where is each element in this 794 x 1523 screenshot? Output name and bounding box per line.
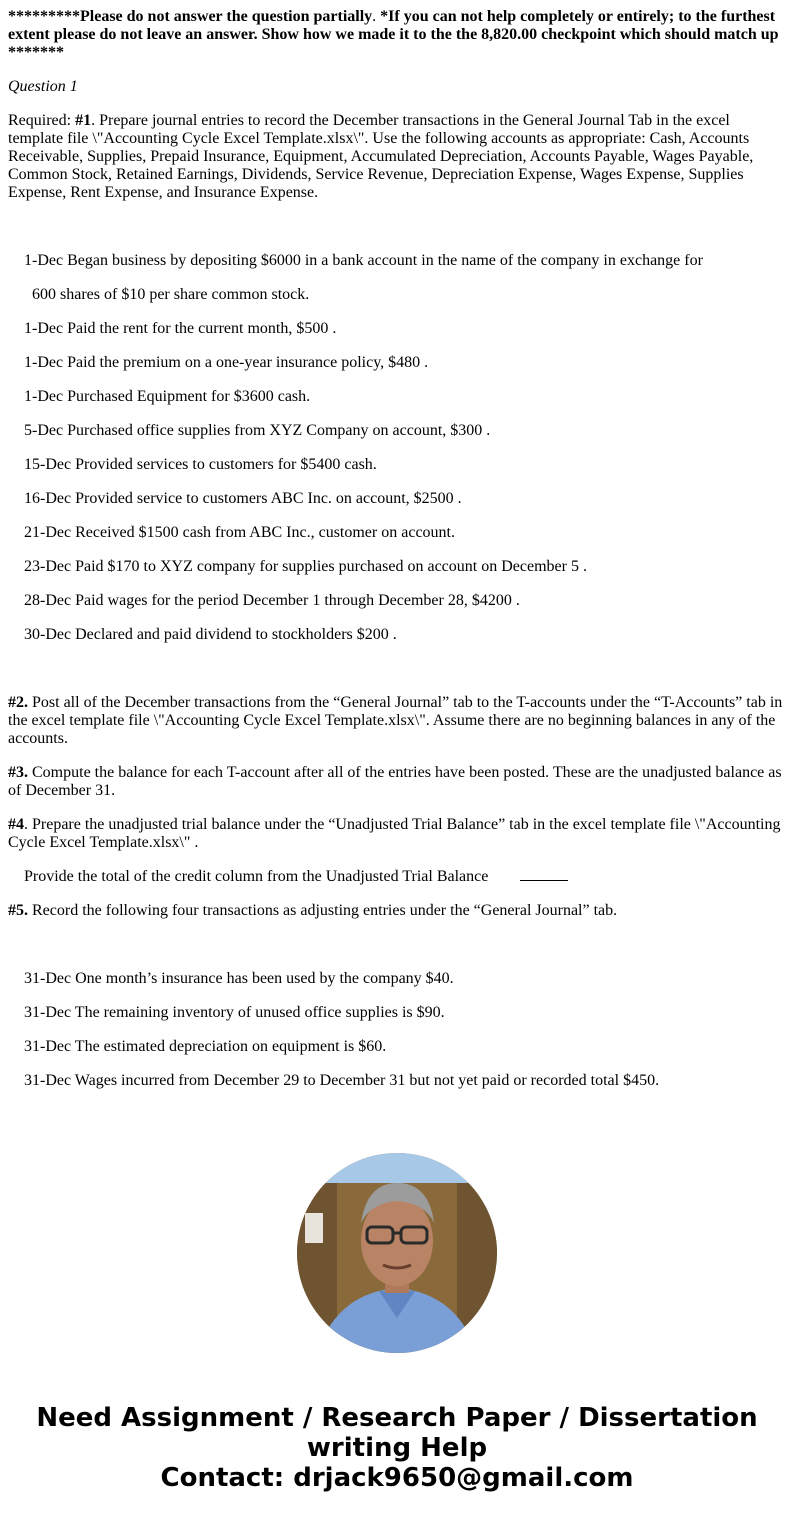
step-2-text: Post all of the December transactions from the “General Journal” tab to the T-accounts under the “T-Accounts” tab in the excel template file \"Accounting Cycle Excel Template.xlsx\". Assume there are no beginning balances in any of the accounts. bbox=[8, 694, 783, 747]
step-5-paragraph bbox=[8, 902, 786, 920]
avatar-portrait bbox=[297, 1153, 497, 1353]
step-4-num: #4 bbox=[8, 816, 24, 833]
provide-total-text: Provide the total of the credit column from the Unadjusted Trial Balance bbox=[24, 868, 489, 885]
transaction-line: 1-Dec Purchased Equipment for $3600 cash. bbox=[24, 388, 311, 405]
transaction-line: 600 shares of $10 per share common stock. bbox=[32, 286, 310, 303]
required-num: #1 bbox=[75, 112, 92, 129]
document-body bbox=[8, 8, 786, 1106]
spacer bbox=[8, 218, 786, 252]
required-paragraph bbox=[8, 112, 786, 202]
spacer bbox=[8, 936, 786, 970]
step-2-paragraph bbox=[8, 694, 786, 748]
transaction-line: 1-Dec Began business by depositing $6000 in a bank account in the name of the company in exchange for bbox=[24, 252, 703, 269]
header-bold-1: Please do not answer the question partially bbox=[80, 8, 373, 25]
question-title: Question 1 bbox=[8, 78, 78, 95]
adjustment-line: 31-Dec The remaining inventory of unused office supplies is $90. bbox=[24, 1004, 445, 1021]
header-bold-2: *If you can not help completely or entirely; to the furthest extent please do not leave an answer. Show how we made it to the the 8,820.00 checkpoint which should match up ******* bbox=[8, 8, 779, 61]
transaction-line: 1-Dec Paid the premium on a one-year insurance policy, $480 . bbox=[24, 354, 429, 371]
header-dot: . bbox=[372, 8, 381, 25]
transaction-line: 1-Dec Paid the rent for the current month, $500 . bbox=[24, 320, 337, 337]
step-4-text: . Prepare the unadjusted trial balance under the “Unadjusted Trial Balance” tab in the excel template file \"Accounting Cycle Excel Template.xlsx\" . bbox=[8, 816, 781, 851]
spacer bbox=[8, 660, 786, 694]
transaction-line: 5-Dec Purchased office supplies from XYZ Company on account, $300 . bbox=[24, 422, 491, 439]
required-label: Required: bbox=[8, 112, 76, 129]
transaction-line: 15-Dec Provided services to customers for $5400 cash. bbox=[24, 456, 377, 473]
transaction-line: 21-Dec Received $1500 cash from ABC Inc., customer on account. bbox=[24, 524, 455, 541]
transaction-line: 23-Dec Paid $170 to XYZ company for supplies purchased on account on December 5 . bbox=[24, 558, 587, 575]
step-5-text: Record the following four transactions as adjusting entries under the “General Journal” tab. bbox=[28, 902, 618, 919]
step-2-num: #2. bbox=[8, 694, 28, 711]
step-5-num: #5. bbox=[8, 902, 28, 919]
transaction-line: 16-Dec Provided service to customers ABC Inc. on account, $2500 . bbox=[24, 490, 462, 507]
header-stars: ********* bbox=[8, 8, 80, 25]
required-text: . Prepare journal entries to record the December transactions in the General Journal Tab in the excel template file \"Accounting Cycle Excel Template.xlsx\". Use the following accounts as appropriate: Cash, Accounts Receivable, Supplies, Prepaid Insurance, Equipment, Accumulated Depreciation, Accounts Payable, Wages Payable, Common Stock, Retained Earnings, Dividends, Service Revenue, Depreciation Expense, Wages Expense, Supplies Expense, Rent Expense, and Insurance Expense. bbox=[8, 112, 754, 201]
adjustment-line: 31-Dec The estimated depreciation on equipment is $60. bbox=[24, 1038, 387, 1055]
instructions-header bbox=[8, 8, 786, 62]
provide-total-line bbox=[8, 868, 786, 886]
footer-line-1: Need Assignment / Research Paper / Dissertation bbox=[36, 1403, 758, 1433]
footer-line-2: writing Help bbox=[306, 1433, 488, 1463]
step-3-num: #3. bbox=[8, 764, 28, 781]
step-3-text: Compute the balance for each T-account after all of the entries have been posted. These are the unadjusted balance as of December 31. bbox=[8, 764, 782, 799]
answer-blank bbox=[520, 868, 568, 881]
footer-contact: Contact: drjack9650@gmail.com bbox=[160, 1463, 634, 1493]
step-3-paragraph bbox=[8, 764, 786, 800]
adjustment-line: 31-Dec One month’s insurance has been used by the company $40. bbox=[24, 970, 454, 987]
footer-banner bbox=[0, 1403, 794, 1493]
transaction-line: 30-Dec Declared and paid dividend to stockholders $200 . bbox=[24, 626, 397, 643]
adjustment-line: 31-Dec Wages incurred from December 29 to December 31 but not yet paid or recorded total $450. bbox=[24, 1072, 660, 1089]
step-4-paragraph bbox=[8, 816, 786, 852]
avatar bbox=[297, 1153, 497, 1353]
transaction-line: 28-Dec Paid wages for the period December 1 through December 28, $4200 . bbox=[24, 592, 520, 609]
